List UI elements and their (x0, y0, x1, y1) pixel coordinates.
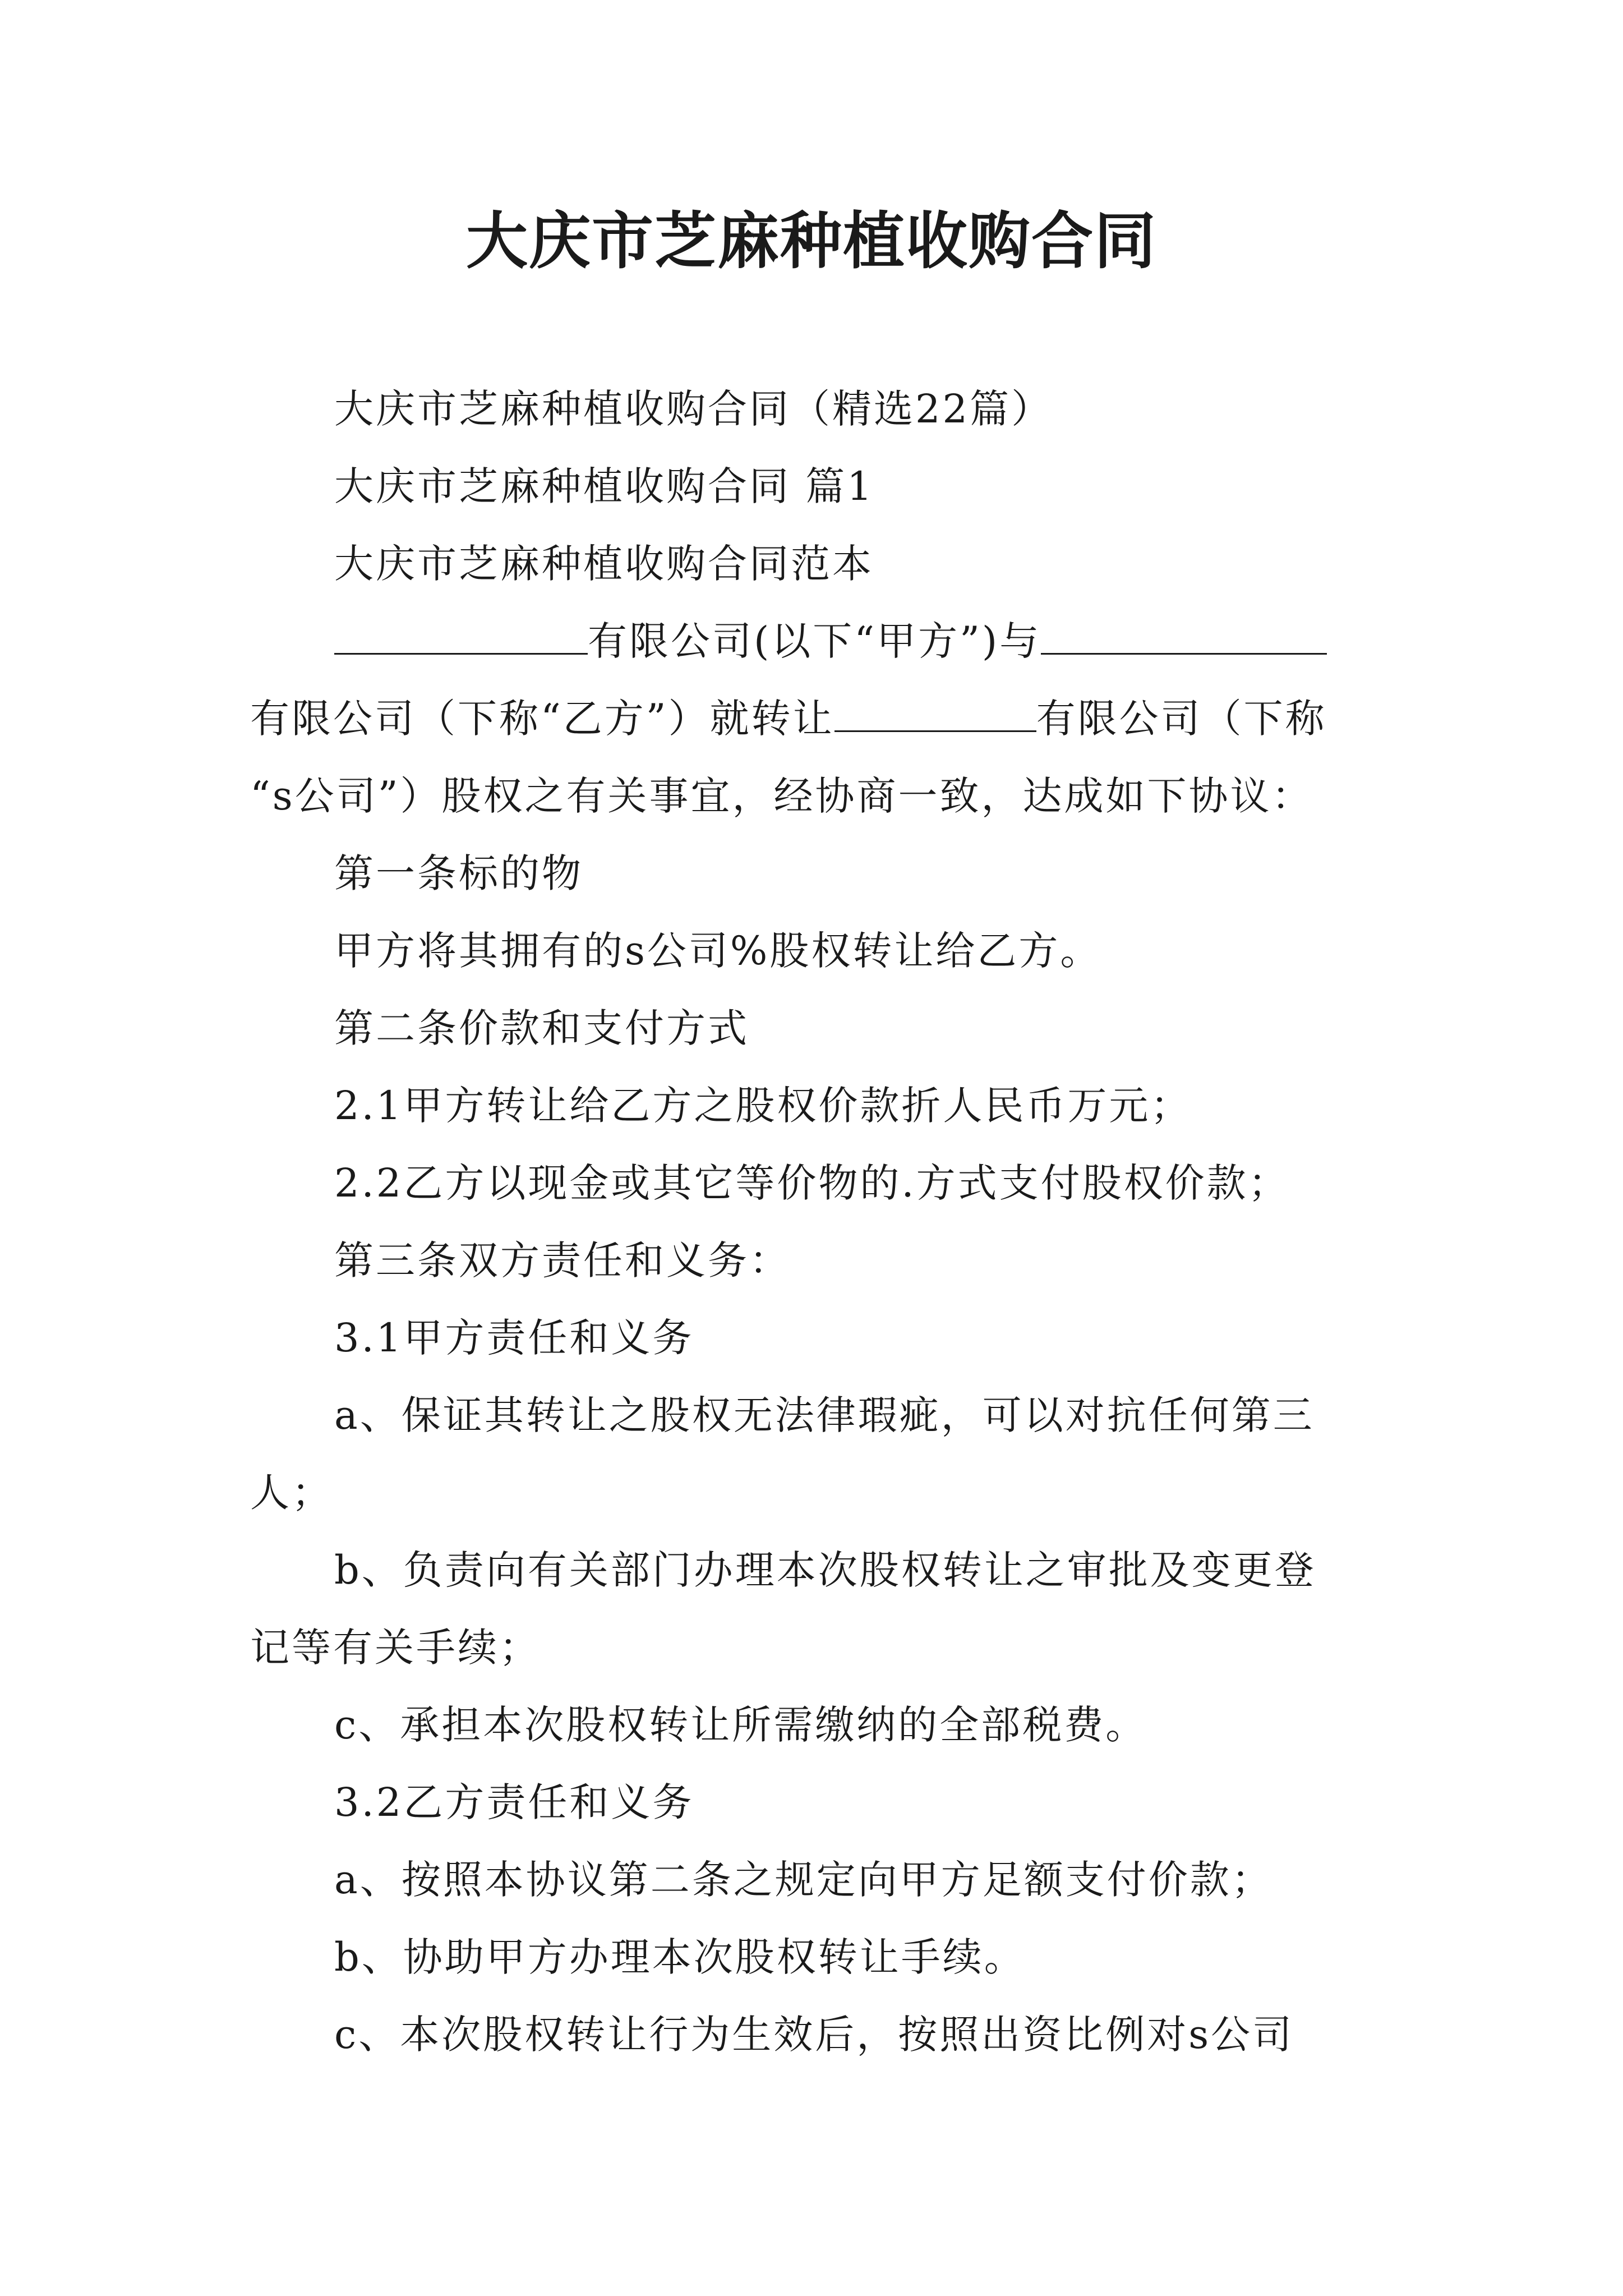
fill-in-blank (834, 698, 1036, 732)
paragraph-line: b、负责向有关部门办理本次股权转让之审批及变更登 (334, 1547, 1316, 1593)
paragraph-line: 第一条标的物 (334, 850, 583, 896)
paragraph-text: 有限公司(以下“甲方”)与 (588, 618, 1041, 664)
paragraph-line-with-blanks (250, 680, 1375, 757)
fill-in-blank (334, 620, 588, 655)
paragraph-line: “s公司”）股权之有关事宜，经协商一致，达成如下协议： (250, 773, 1313, 819)
paragraph-line: c、本次股权转让行为生效后，按照出资比例对s公司 (334, 2012, 1294, 2058)
paragraph-line: 大庆市芝麻种植收购合同（精选22篇） (334, 386, 1053, 432)
document-title: 大庆市芝麻种植收购合同 (466, 205, 1157, 277)
paragraph-line: c、承担本次股权转让所需缴纳的全部税费。 (334, 1702, 1147, 1748)
paragraph-text: 有限公司（下称“乙方”）就转让 (250, 696, 834, 742)
paragraph-line: 第二条价款和支付方式 (334, 1005, 749, 1051)
paragraph-line: 第三条双方责任和义务： (334, 1237, 791, 1283)
paragraph-line: 3.1甲方责任和义务 (334, 1315, 694, 1361)
document-body (250, 370, 1375, 2073)
paragraph-text: 有限公司（下称 (1036, 696, 1327, 742)
paragraph-line: 记等有关手续； (250, 1625, 541, 1671)
paragraph-line: 2.1甲方转让给乙方之股权价款折人民币万元； (334, 1083, 1192, 1129)
paragraph-line: a、按照本协议第二条之规定向甲方足额支付价款； (334, 1857, 1273, 1903)
paragraph-line: 甲方将其拥有的s公司%股权转让给乙方。 (334, 928, 1102, 974)
paragraph-line: 大庆市芝麻种植收购合同 篇1 (334, 463, 874, 509)
paragraph-line: 2.2乙方以现金或其它等价物的.方式支付股权价款； (334, 1160, 1290, 1206)
paragraph-line: b、协助甲方办理本次股权转让手续。 (334, 1934, 1026, 1980)
paragraph-line: 3.2乙方责任和义务 (334, 1779, 694, 1825)
fill-in-blank (1041, 620, 1327, 655)
paragraph-line-with-blanks (250, 602, 1375, 680)
paragraph-line: 人； (250, 1470, 333, 1516)
paragraph-line: a、保证其转让之股权无法律瑕疵，可以对抗任何第三 (334, 1392, 1315, 1438)
paragraph-line: 大庆市芝麻种植收购合同范本 (334, 541, 874, 587)
